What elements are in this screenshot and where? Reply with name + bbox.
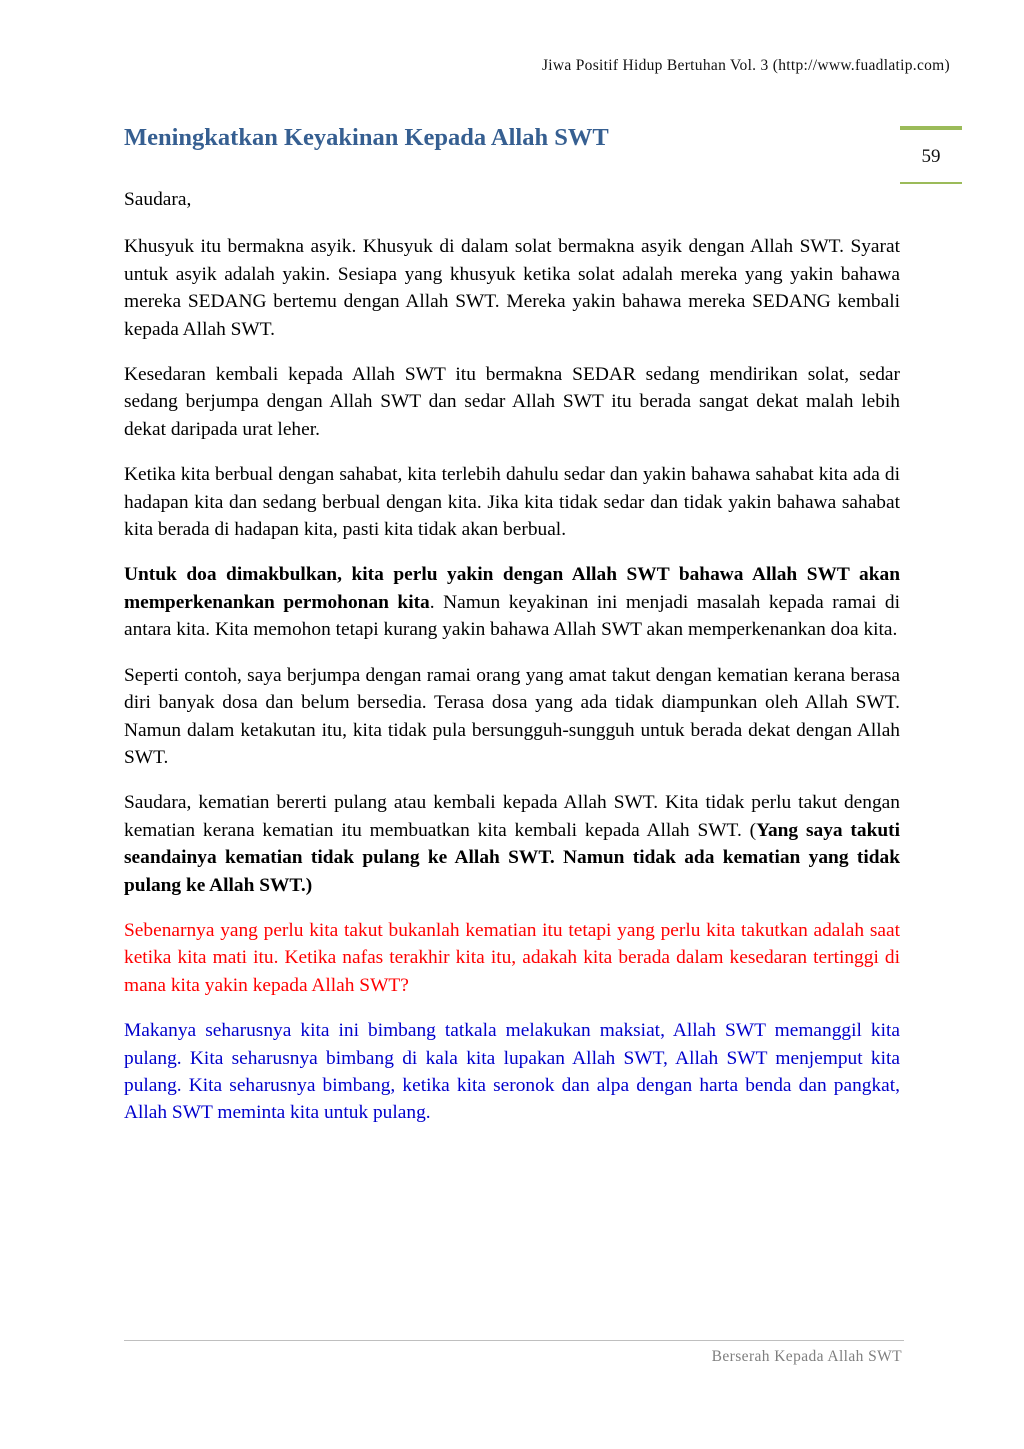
paragraph-1: Khusyuk itu bermakna asyik. Khusyuk di dalam solat bermakna asyik dengan Allah SWT. Syarat untuk asyik adalah yakin. Sesiapa yang khusyuk ketika solat adalah mereka yang yakin bahawa mereka SEDANG bertemu dengan Allah SWT. Mereka yakin bahawa mereka SEDANG kembali kepada Allah SWT. — [124, 236, 900, 340]
paragraph-4-rest: . Namun keyakinan ini menjadi masalah kepada ramai di antara kita. Kita memohon tetapi kurang yakin bahawa Allah SWT akan memperkenankan doa kita. — [124, 591, 900, 641]
body-text — [124, 186, 900, 1145]
paragraph-6-bold: Yang saya takuti seandainya kematian tidak pulang ke Allah SWT. Namun tidak ada kematian yang tidak pulang ke Allah SWT.) — [124, 819, 901, 896]
paragraph-8-blue: Makanya seharusnya kita ini bimbang tatkala melakukan maksiat, Allah SWT memanggil kita pulang. Kita seharusnya bimbang di kala kita lupakan Allah SWT, Allah SWT menjemput kita pulang. Kita seharusnya bimbang, ketika kita seronok dan alpa dengan harta benda dan pangkat, Allah SWT meminta kita untuk pulang. — [124, 1020, 900, 1124]
paragraph-4-bold: Untuk doa dimakbulkan, kita perlu yakin dengan Allah SWT bahawa Allah SWT akan memperkenankan permohonan kita — [124, 564, 900, 613]
page-number-bottom-rule — [900, 182, 962, 184]
paragraph-6 — [124, 789, 900, 899]
salutation: Saudara, — [124, 189, 192, 210]
page-number-top-rule — [900, 126, 962, 130]
footer-text: Berserah Kepada Allah SWT — [711, 1348, 902, 1365]
paragraph-3: Ketika kita berbual dengan sahabat, kita terlebih dahulu sedar dan yakin bahawa sahabat kita ada di hadapan kita dan sedang berbual dengan kita. Jika kita tidak sedar dan tidak yakin bahawa sahabat kita berada di hadapan kita, pasti kita tidak akan berbual. — [124, 464, 900, 541]
paragraph-6-start: Saudara, kematian bererti pulang atau kembali kepada Allah SWT. Kita tidak perlu takut dengan kematian kerana kematian itu membuatkan kita kembali kepada Allah SWT. ( — [124, 792, 900, 841]
running-header: Jiwa Positif Hidup Bertuhan Vol. 3 (http://www.fuadlatip.com) — [541, 57, 950, 74]
paragraph-7-red: Sebenarnya yang perlu kita takut bukanlah kematian itu tetapi yang perlu kita takutkan adalah saat ketika kita mati itu. Ketika nafas terakhir kita itu, adakah kita berada dalam kesedaran tertinggi di mana kita yakin kepada Allah SWT? — [124, 919, 900, 996]
paragraph-4 — [124, 561, 900, 643]
page-title: Meningkatkan Keyakinan Kepada Allah SWT — [124, 124, 609, 151]
footer-rule — [124, 1340, 904, 1341]
page-number: 59 — [921, 146, 941, 167]
page-number-box — [900, 126, 962, 184]
paragraph-5: Seperti contoh, saya berjumpa dengan ramai orang yang amat takut dengan kematian kerana berasa diri banyak dosa dan belum bersedia. Terasa dosa yang ada tidak diampunkan oleh Allah SWT. Namun dalam ketakutan itu, kita tidak pula bersungguh-sungguh untuk berada dekat dengan Allah SWT. — [124, 664, 900, 768]
paragraph-2: Kesedaran kembali kepada Allah SWT itu bermakna SEDAR sedang mendirikan solat, sedar sedang berjumpa dengan Allah SWT dan sedar Allah SWT itu berada sangat dekat malah lebih dekat daripada urat leher. — [124, 364, 900, 440]
